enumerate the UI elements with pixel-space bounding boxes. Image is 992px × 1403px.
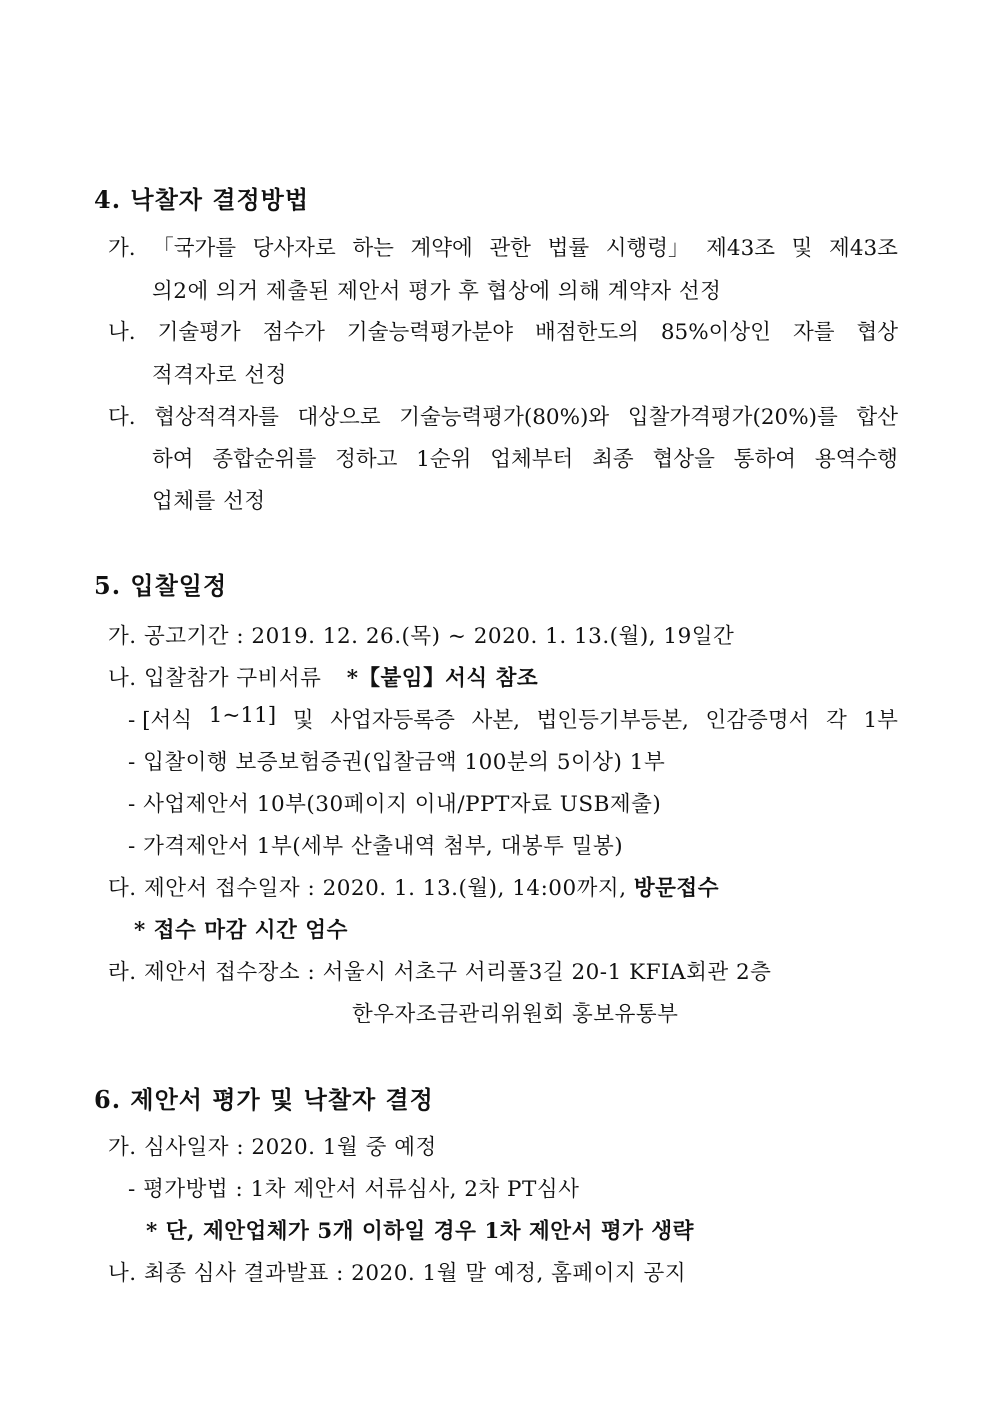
word: 배점한도의 bbox=[535, 320, 639, 345]
word: 다. bbox=[108, 405, 136, 430]
section-4-item-ga-line2: 의2에 의거 제출된 제안서 평가 후 협상에 의해 계약자 선정 bbox=[152, 279, 722, 304]
word: 입찰가격평가(20%)를 bbox=[627, 405, 838, 430]
word: 1부 bbox=[863, 708, 898, 733]
section-6-heading: 6. 제안서 평가 및 낙찰자 결정 bbox=[94, 1085, 434, 1114]
word: 대상으로 bbox=[297, 405, 381, 430]
section-4-item-da-line2 bbox=[152, 442, 898, 473]
section-5-item-na bbox=[108, 661, 538, 692]
word: 1순위 bbox=[416, 447, 472, 472]
word: 협상을 bbox=[652, 447, 715, 472]
section-5-item-ga: 가. 공고기간 : 2019. 12. 26.(목) ~ 2020. 1. 13.(월), 19일간 bbox=[108, 624, 735, 649]
section-5-item-ra: 라. 제안서 접수장소 : 서울시 서초구 서리풀3길 20-1 KFIA회관 2층 bbox=[108, 960, 772, 985]
word: 용역수행 bbox=[814, 447, 898, 472]
section-5-item-da bbox=[108, 871, 719, 902]
word: 시행령」 bbox=[605, 236, 690, 261]
word: 제43조 bbox=[829, 236, 898, 261]
word: 기술능력평가(80%)와 bbox=[399, 405, 610, 430]
section-5-item-da-note: * 접수 마감 시간 엄수 bbox=[134, 918, 348, 943]
word: 나. bbox=[108, 320, 136, 345]
word: 및 bbox=[791, 236, 813, 261]
section-4-item-na-line1 bbox=[108, 315, 898, 346]
word: 제43조 bbox=[706, 236, 776, 261]
word: 관한 bbox=[489, 236, 531, 261]
section-5-item-da-bold: 방문접수 bbox=[633, 876, 719, 901]
section-4-item-ga-line1 bbox=[108, 231, 898, 262]
word: 법인등기부등본, bbox=[536, 708, 689, 733]
section-4-item-na-line2: 적격자로 선정 bbox=[152, 363, 287, 388]
word: 협상적격자를 bbox=[154, 405, 279, 430]
word: 1~11] bbox=[208, 703, 277, 728]
word: 「국가를 bbox=[152, 236, 237, 261]
word: - [서식 bbox=[128, 708, 193, 733]
word: 자를 bbox=[792, 320, 835, 345]
word: 정하고 bbox=[335, 447, 398, 472]
section-6-item-ga: 가. 심사일자 : 2020. 1월 중 예정 bbox=[108, 1135, 437, 1160]
word: 법률 bbox=[547, 236, 590, 261]
section-5-doc-item-3: - 사업제안서 10부(30페이지 이내/PPT자료 USB제출) bbox=[128, 792, 662, 817]
section-5-item-na-label: 나. 입찰참가 구비서류 bbox=[108, 666, 322, 691]
word: 점수가 bbox=[262, 320, 325, 345]
word: 85%이상인 bbox=[660, 320, 771, 345]
section-5-doc-item-1 bbox=[128, 703, 898, 734]
word: 하여 bbox=[152, 447, 194, 472]
word: 가. bbox=[108, 236, 136, 261]
word: 사본, bbox=[471, 708, 520, 733]
section-5-heading: 5. 입찰일정 bbox=[94, 571, 228, 600]
word: 인감증명서 bbox=[705, 708, 810, 733]
word: 및 bbox=[292, 708, 314, 733]
word: 종합순위를 bbox=[212, 447, 317, 472]
word: 업체부터 bbox=[490, 447, 574, 472]
section-6-item-method: - 평가방법 : 1차 제안서 서류심사, 2차 PT심사 bbox=[128, 1177, 580, 1202]
section-4-item-da-line3: 업체를 선정 bbox=[152, 489, 266, 514]
word: 협상 bbox=[856, 320, 898, 345]
section-4-item-da-line1 bbox=[108, 400, 898, 431]
section-5-item-ra-line2: 한우자조금관리위원회 홍보유통부 bbox=[352, 1002, 679, 1027]
section-5-item-da-text: 다. 제안서 접수일자 : 2020. 1. 13.(월), 14:00까지, bbox=[108, 876, 627, 901]
word: 각 bbox=[826, 708, 847, 733]
section-6-item-na: 나. 최종 심사 결과발표 : 2020. 1월 말 예정, 홈페이지 공지 bbox=[108, 1261, 687, 1286]
word: 합산 bbox=[856, 405, 898, 430]
word: 기술평가 bbox=[157, 320, 241, 345]
word: 당사자로 bbox=[252, 236, 336, 261]
section-5-doc-item-2: - 입찰이행 보증보험증권(입찰금액 100분의 5이상) 1부 bbox=[128, 750, 666, 775]
word: 최종 bbox=[592, 447, 634, 472]
section-5-item-na-note: *【붙임】서식 참조 bbox=[346, 666, 539, 691]
section-4-heading: 4. 낙찰자 결정방법 bbox=[94, 185, 310, 214]
word: 기술능력평가분야 bbox=[346, 320, 514, 345]
word: 통하여 bbox=[733, 447, 796, 472]
section-5-doc-item-4: - 가격제안서 1부(세부 산출내역 첨부, 대봉투 밀봉) bbox=[128, 834, 624, 859]
word: 하는 bbox=[352, 236, 394, 261]
word: 계약에 bbox=[410, 236, 473, 261]
section-6-item-note: * 단, 제안업체가 5개 이하일 경우 1차 제안서 평가 생략 bbox=[146, 1219, 694, 1244]
word: 사업자등록증 bbox=[330, 708, 455, 733]
